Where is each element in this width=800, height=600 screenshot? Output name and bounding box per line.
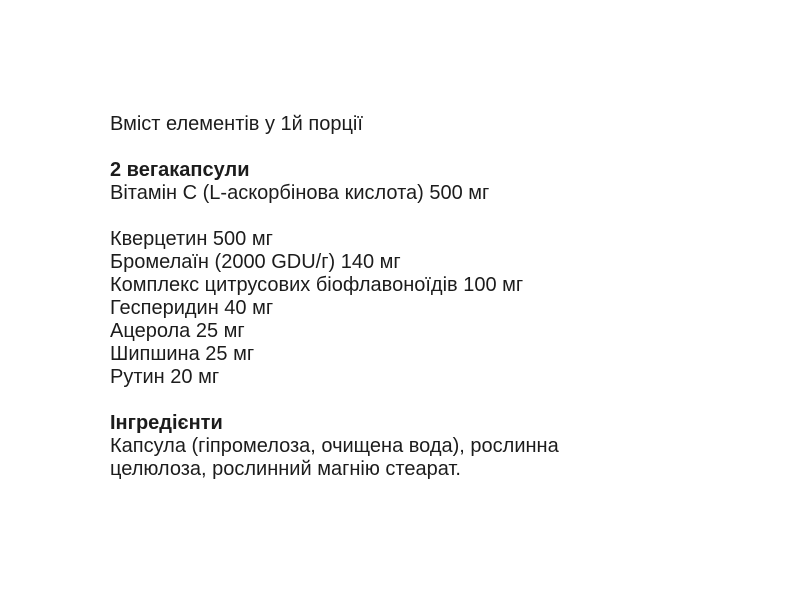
spacer	[110, 205, 800, 228]
ingredient-line: Гесперидин 40 мг	[110, 297, 274, 319]
ingredient-line: Шипшина 25 мг	[110, 343, 255, 365]
spacer	[110, 389, 800, 412]
vitamin-c-line: Вітамін С (L-аскорбінова кислота) 500 мг	[110, 182, 490, 204]
ingredients-text: целюлоза, рослинний магнію стеарат.	[110, 458, 461, 480]
ingredients-text: Капсула (гіпромелоза, очищена вода), рослинна	[110, 435, 559, 457]
serving-heading: 2 вегакапсули	[110, 159, 250, 181]
ingredient-line: Кверцетин 500 мг	[110, 228, 273, 250]
ingredients-heading: Інгредієнти	[110, 412, 223, 434]
spacer	[110, 136, 800, 159]
ingredient-line: Ацерола 25 мг	[110, 320, 245, 342]
ingredient-line: Комплекс цитрусових біофлавоноїдів 100 мг	[110, 274, 524, 296]
ingredient-line: Рутин 20 мг	[110, 366, 220, 388]
ingredient-line: Бромелаїн (2000 GDU/г) 140 мг	[110, 251, 401, 273]
section-title: Вміст елементів у 1й порції	[110, 113, 363, 135]
